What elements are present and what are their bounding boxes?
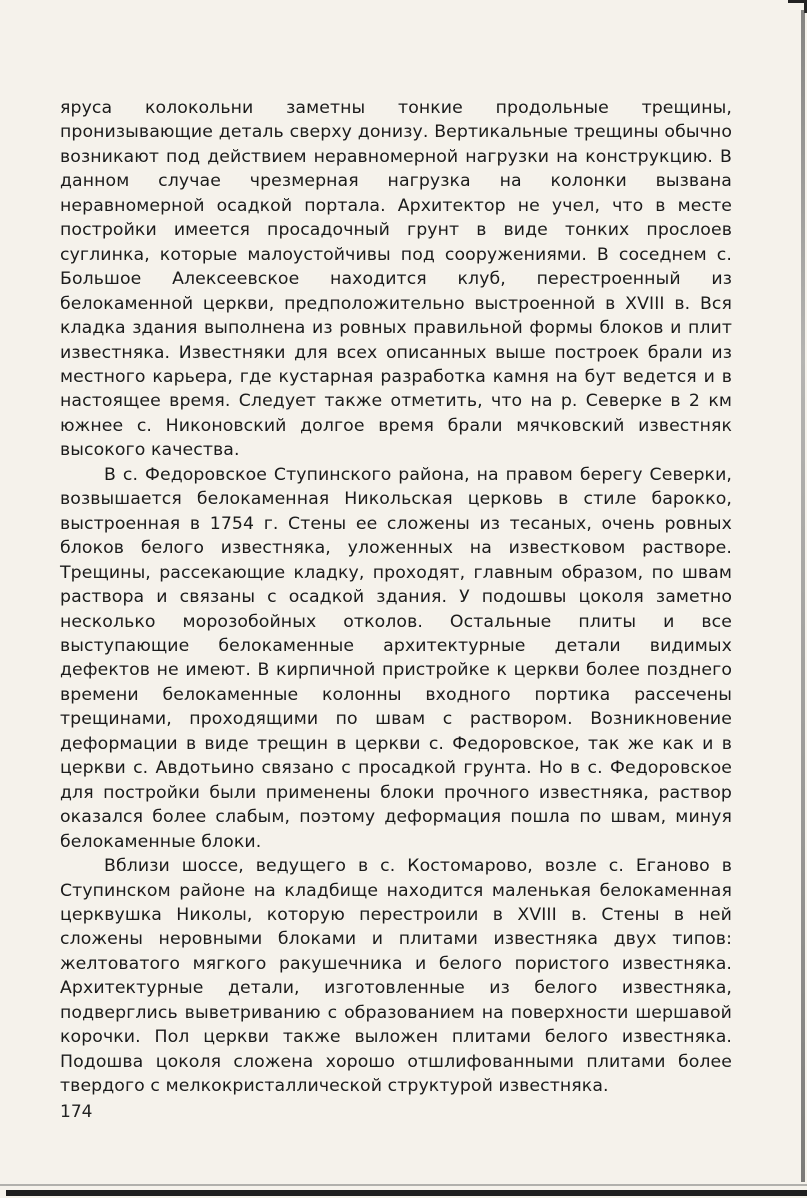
- paragraph-1: яруса колокольни заметны тонкие продольные трещины, пронизывающие деталь сверху донизу. Вертикальные трещины обычно возникают под действием неравномерной нагрузки на конструкцию. В данном случае чрезмерная нагрузка на колонки вызвана неравномерной осадкой портала. Архитектор не учел, что в месте постройки имеется просадочный грунт в виде тонких прослоев суглинка, которые малоустойчивы под сооружениями. В соседнем с. Большое Алексеевское находится клуб, перестроенный из белокаменной церкви, предположительно выстроенной в XVIII в. Вся кладка здания выполнена из ровных правильной формы блоков и плит известняка. Известняки для всех описанных выше построек брали из местного карьера, где кустарная разработка камня на бут ведется и в настоящее время. Следует также отметить, что на р. Северке в 2 км южнее с. Никоновский долгое время брали мячковский известняк высокого качества.: [60, 98, 732, 461]
- paragraph-2: В с. Федоровское Ступинского района, на правом берегу Северки, возвышается белокаменная Никольская церковь в стиле барокко, выстроенная в 1754 г. Стены ее сложены из тесаных, очень ровных блоков белого известняка, уложенных на известковом растворе. Трещины, рассекающие кладку, проходят, главным образом, по швам раствора и связаны с осадкой здания. У подошвы цоколя заметно несколько морозобойных отколов. Остальные плиты и все выступающие белокаменные архитектурные детали видимых дефектов не имеют. В кирпичной пристройке к церкви более позднего времени белокаменные колонны входного портика рассечены трещинами, проходящими по швам с раствором. Возникновение деформации в виде трещин в церкви с. Федоровское, так же как и в церкви с. Авдотьино связано с просадкой грунта. Но в с. Федоровское для постройки были применены блоки прочного известняка, раствор оказался более слабым, поэтому деформация пошла по швам, минуя белокаменные блоки.: [60, 464, 732, 852]
- paragraph-3: Вблизи шоссе, ведущего в с. Костомарово, возле с. Еганово в Ступинском районе на кладбище находится маленькая белокаменная церквушка Николы, которую перестроили в XVIII в. Стены в ней сложены неровными блоками и плитами известняка двух типов: желтоватого мягкого ракушечника и белого пористого известняка. Архитектурные детали, изготовленные из белого известняка, подверглись выветриванию с образованием на поверхности шершавой корочки. Пол церкви также выложен плитами белого известняка. Подошва цоколя сложена хорошо отшлифованными плитами более твердого с мелкокристаллической структурой известняка.: [60, 856, 732, 1097]
- body-text: [60, 96, 732, 1099]
- page-number: 174: [60, 1102, 93, 1122]
- scan-edge-bottom: [6, 1190, 807, 1196]
- scan-edge-right: [801, 10, 805, 1182]
- scan-edge-bottom-thin: [0, 1184, 807, 1186]
